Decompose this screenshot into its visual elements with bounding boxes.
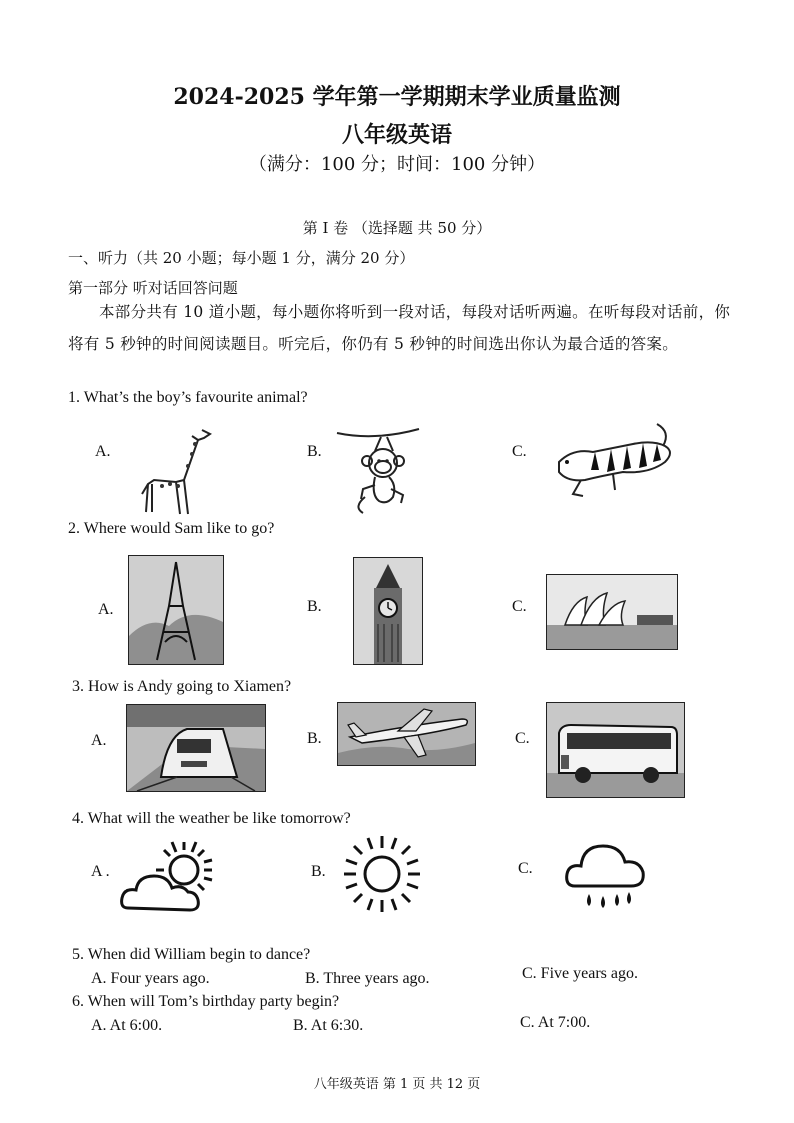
q6-option-c: C. At 7:00. (520, 1014, 591, 1031)
page-footer: 八年级英语 第 1 页 共 12 页 (313, 1077, 481, 1092)
section-heading: 一、听力（共 20 小题；每小题 1 分，满分 20 分） (68, 249, 415, 267)
q3-option-b-label: B. (307, 730, 322, 747)
question-2: 2. Where would Sam like to go? (68, 520, 275, 537)
question-5: 5. When did William begin to dance? (72, 946, 311, 963)
question-6: 6. When will Tom’s birthday party begin? (72, 993, 340, 1010)
q4-option-c-label: C. (518, 860, 533, 877)
q6-option-a: A. At 6:00. (91, 1017, 163, 1034)
q5-option-c: C. Five years ago. (522, 965, 638, 982)
big-ben-photo (353, 557, 423, 665)
eiffel-tower-photo (128, 555, 224, 665)
question-1: 1. What’s the boy’s favourite animal? (68, 389, 308, 406)
sunny-icon (340, 832, 424, 916)
tiger-icon (553, 418, 678, 503)
exam-info: （满分：100 分；时间：100 分钟） (248, 154, 546, 175)
rainy-icon (563, 832, 647, 914)
cloudy-sun-icon (118, 840, 226, 916)
q3-option-a-label: A. (91, 732, 107, 749)
bus-photo (546, 702, 685, 798)
giraffe-icon (140, 422, 215, 517)
q5-option-a: A. Four years ago. (91, 970, 210, 987)
q4-option-a-label: A . (91, 863, 110, 880)
q2-option-b-label: B. (307, 598, 322, 615)
q2-option-a-label: A. (98, 601, 114, 618)
q3-option-c-label: C. (515, 730, 530, 747)
question-3: 3. How is Andy going to Xiamen? (72, 678, 292, 695)
exam-title: 2024-2025 学年第一学期期末学业质量监测 (173, 84, 621, 110)
q4-option-b-label: B. (311, 863, 326, 880)
monkey-icon (335, 425, 420, 517)
train-photo (126, 704, 266, 792)
q5-option-b: B. Three years ago. (305, 970, 430, 987)
plane-photo (337, 702, 476, 766)
part-heading: 第一部分 听对话回答问题 (68, 279, 238, 297)
subject-title: 八年级英语 (341, 122, 452, 148)
q1-option-b-label: B. (307, 443, 322, 460)
q6-option-b: B. At 6:30. (293, 1017, 364, 1034)
volume-heading: 第 Ⅰ 卷 （选择题 共 50 分） (302, 219, 492, 237)
q2-option-c-label: C. (512, 598, 527, 615)
question-4: 4. What will the weather be like tomorrow? (72, 810, 351, 827)
q1-option-a-label: A. (95, 443, 111, 460)
q1-option-c-label: C. (512, 443, 527, 460)
sydney-opera-house-photo (546, 574, 678, 650)
instructions: 本部分共有 10 道小题，每小题你将听到一段对话，每段对话听两遍。在听每段对话前，你将有 5 秒钟的时间阅读题目。听完后，你仍有 5 秒钟的时间选出你认为最合适的答案。 (68, 303, 731, 353)
